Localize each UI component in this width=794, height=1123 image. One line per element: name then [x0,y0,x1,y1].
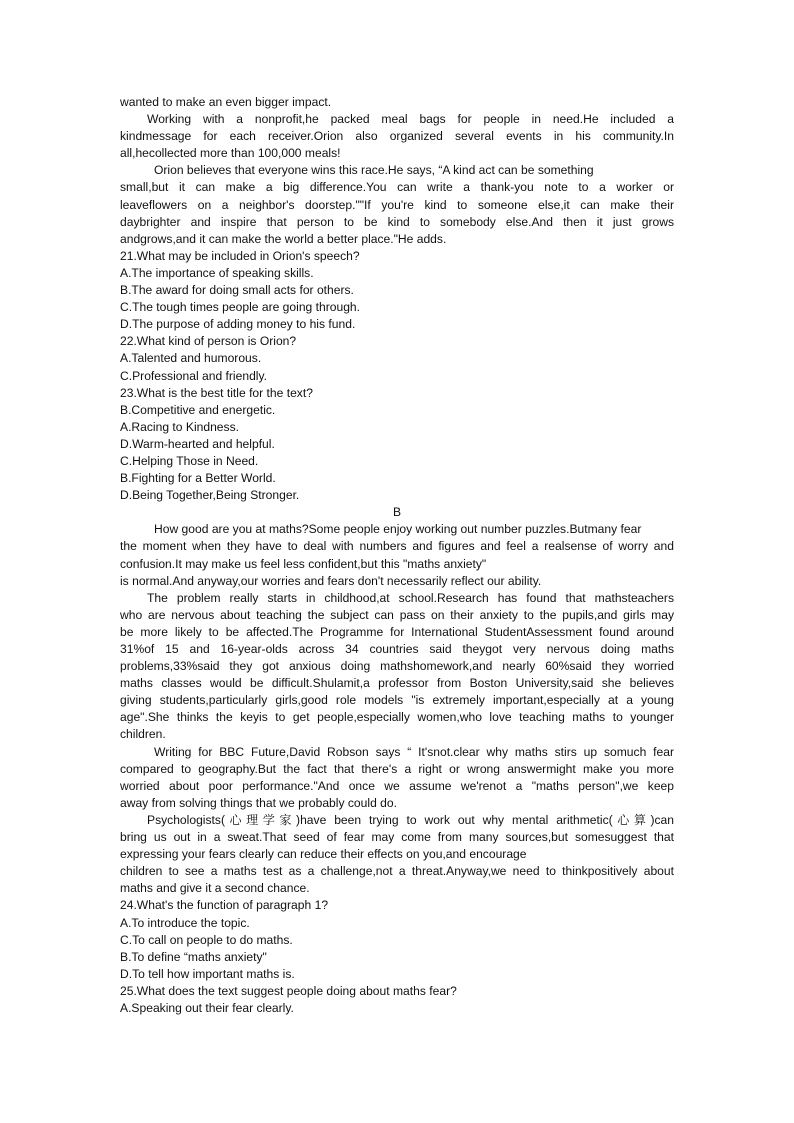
text-line: away from solving things that we probably could do. [120,795,397,810]
text-line: daybrighter and inspire that person to be kind to somebody else.And then it just grows [120,214,674,229]
section-heading: B [392,505,402,520]
text-line: all,hecollected more than 100,000 meals! [120,146,341,161]
option-line: B.To define “maths anxiety" [120,949,267,964]
text-line: worried about poor performance."And once we assume we'renot a "maths person",we keep [120,778,674,793]
text-line: Writing for BBC Future,David Robson says “ It'snot.clear why maths stirs up somuch fear [154,744,674,759]
text-line: 31%of 15 and 16-year-olds across 34 countries said theygot very nervous doing maths [120,642,674,656]
option-line: A.Talented and humorous. [120,351,262,366]
text-line: the moment when they have to deal with numbers and figures and feel a realsense of worry and [120,539,674,554]
document-page [120,94,674,1017]
text-line: confusion.It may make us feel less confident,but this "maths anxiety" [120,556,487,571]
text-line: andgrows,and it can make the world a better place."He adds. [120,231,447,246]
text-line: bring us out in a sweat.That seed of fear may come from many sources,but somesuggest that [120,830,674,845]
text-line: maths and give it a second chance. [120,881,310,896]
text-line: children. [120,727,166,742]
text-line: leaveflowers on a neighbor's doorstep.""If you're kind to someone else,it can make their [120,197,674,212]
option-line: A.Speaking out their fear clearly. [120,1000,294,1015]
question-line: 23.What is the best title for the text? [120,385,313,400]
question-line: 25.What does the text suggest people doing about maths fear? [120,983,457,998]
option-line: C.Professional and friendly. [120,368,267,383]
text-line: giving students,particularly girls,good role models "is extremely important,especially at a young [120,693,674,708]
text-line: children to see a maths test as a challenge,not a threat.Anyway,we need to thinkpositively about [120,864,674,879]
option-line: B.Fighting for a Better World. [120,471,276,486]
option-line: B.Competitive and energetic. [120,402,276,417]
text-line: wanted to make an even bigger impact. [120,95,332,109]
option-line: A.The importance of speaking skills. [120,265,314,280]
text-line: age".She thinks the keyis to get people,especially women,who love teaching maths to younger [120,710,674,725]
question-line: 21.What may be included in Orion's speech? [120,248,360,263]
text-line: The problem really starts in childhood,at school.Research has found that mathsteachers [147,590,674,605]
option-line: A.To introduce the topic. [120,915,250,930]
text-line: expressing your fears clearly can reduce their effects on you,and encourage [120,847,527,862]
option-line: B.The award for doing small acts for others. [120,283,354,298]
text-line: maths classes would be difficult.Shulamit,a professor from Boston University,said she believes [120,676,674,691]
text-line: is normal.And anyway,our worries and fears don't necessarily reflect our ability. [120,573,542,588]
option-line: D.Warm-hearted and helpful. [120,436,275,451]
text-line: How good are you at maths?Some people enjoy working out number puzzles.Butmany fear [154,522,642,537]
text-line: Orion believes that everyone wins this race.He says, “A kind act can be something [154,163,594,178]
text-line: problems,33%said they got anxious doing mathshomework,and nearly 60%said they worried [120,659,674,674]
text-line: be more likely to be affected.The Programme for International StudentAssessment found around [120,624,674,639]
text-line: small,but it can make a big difference.You can write a thank-you note to a worker or [120,180,674,195]
option-line: C.The tough times people are going through. [120,300,361,315]
option-line: D.Being Together,Being Stronger. [120,488,300,503]
option-line: D.To tell how important maths is. [120,966,295,981]
question-line: 24.What's the function of paragraph 1? [120,898,329,913]
text-line: kindmessage for each receiver.Orion also organized several events in his community.In [120,129,674,144]
text-line: Working with a nonprofit,he packed meal bags for people in need.He included a [147,112,674,127]
text-line: Psychologists(心理学家)have been trying to work out why mental arithmetic(心算)can [147,812,674,827]
text-line: who are nervous about teaching the subject can pass on their anxiety to the pupils,and girls may [120,607,674,622]
option-line: C.To call on people to do maths. [120,932,293,947]
option-line: D.The purpose of adding money to his fund. [120,317,356,332]
text-line: compared to geography.But the fact that there's a right or wrong answermight make you more [120,761,674,776]
option-line: A.Racing to Kindness. [120,419,239,434]
option-line: C.Helping Those in Need. [120,453,259,468]
question-line: 22.What kind of person is Orion? [120,334,297,349]
